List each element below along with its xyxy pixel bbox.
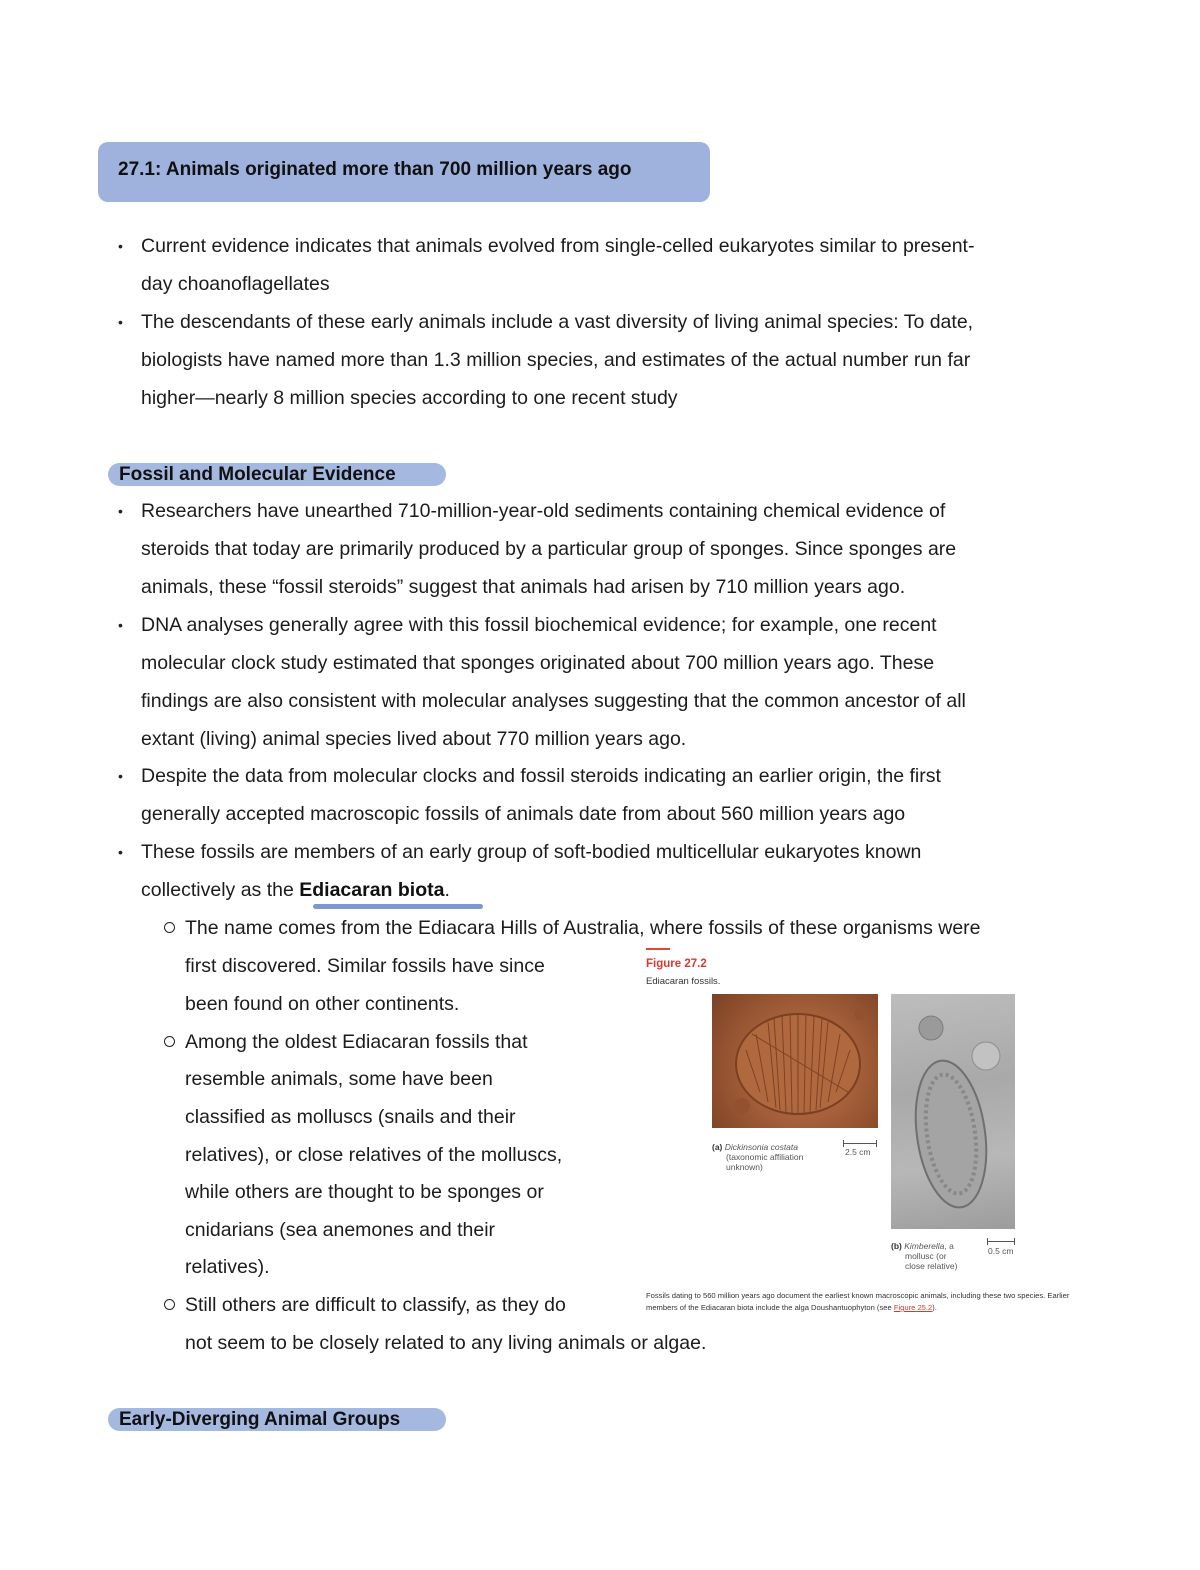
intro-bullet-2-line-1: The descendants of these early animals include a vast diversity of living animal species: To date, [141, 311, 974, 333]
s1-bullet-2-line-1: DNA analyses generally agree with this fossil biochemical evidence; for example, one recent [141, 614, 937, 636]
caption-b-note-1: , a [944, 1241, 954, 1251]
caption-a-tag: (a) [712, 1142, 723, 1152]
section-heading-text: Early-Diverging Animal Groups [119, 1409, 401, 1430]
figure-caption-line-2-suffix: ). [932, 1303, 937, 1312]
sub-bullet-1-line-3: been found on other continents. [185, 993, 460, 1015]
caption-a-note-2: unknown) [726, 1162, 763, 1172]
intro-bullet-1-line-1: Current evidence indicates that animals evolved from single-celled eukaryotes similar to present- [141, 235, 975, 257]
s1-bullet-4-suffix: . [444, 879, 450, 901]
figure-label: Figure 27.2 [646, 958, 707, 970]
term-ediacaran-biota: Ediacaran biota [299, 879, 445, 901]
s1-bullet-2-line-4: extant (living) animal species lived about 770 million years ago. [141, 728, 687, 750]
caption-a [712, 1142, 803, 1172]
s1-bullet-3-line-1: Despite the data from molecular clocks and fossil steroids indicating an earlier origin, the first [141, 765, 941, 787]
sub-bullet-2-line-6: cnidarians (sea anemones and their [185, 1219, 496, 1241]
s1-bullet-1-line-2: steroids that today are primarily produced by a particular group of sponges. Since sponges are [141, 538, 957, 560]
page-title: 27.1: Animals originated more than 700 million years ago [118, 159, 632, 180]
section-heading-fossil [108, 463, 446, 486]
caption-b-note-2: mollusc (or [905, 1251, 947, 1261]
sub-bullet-2-line-1: Among the oldest Ediacaran fossils that [185, 1031, 528, 1053]
sub-bullet-2-line-3: classified as molluscs (snails and their [185, 1106, 516, 1128]
circle-bullet-icon [164, 922, 175, 933]
intro-bullet-1-line-2: day choanoflagellates [141, 273, 330, 295]
caption-b [891, 1241, 957, 1271]
bullet-icon: • [118, 503, 123, 519]
bullet-icon: • [118, 617, 123, 633]
sub-bullet-2-line-5: while others are thought to be sponges or [185, 1181, 544, 1203]
bullet-icon: • [118, 238, 123, 254]
caption-b-tag: (b) [891, 1241, 902, 1251]
figure-accent-line [646, 948, 670, 950]
caption-b-name: Kimberella [904, 1241, 945, 1251]
scale-label-a: 2.5 cm [845, 1147, 871, 1157]
dickinsonia-fossil-image [712, 994, 878, 1128]
sub-bullet-2-line-4: relatives), or close relatives of the molluscs, [185, 1144, 563, 1166]
circle-bullet-icon [164, 1036, 175, 1047]
sub-bullet-1-line-2: first discovered. Similar fossils have since [185, 955, 545, 977]
s1-bullet-2-line-2: molecular clock study estimated that sponges originated about 700 million years ago. These [141, 652, 935, 674]
caption-b-note-3: close relative) [905, 1261, 958, 1271]
section-heading-early-diverging [108, 1408, 446, 1431]
caption-a-name: Dickinsonia costata [724, 1142, 798, 1152]
figure-27-2 [646, 948, 1086, 1328]
s1-bullet-2-line-3: findings are also consistent with molecular analyses suggesting that the common ancestor of all [141, 690, 966, 712]
figure-reference-link[interactable]: Figure 25.2 [893, 1303, 933, 1312]
circle-bullet-icon [164, 1299, 175, 1310]
kimberella-drawing [891, 994, 1015, 1229]
s1-bullet-4-line-1: These fossils are members of an early group of soft-bodied multicellular eukaryotes known [141, 841, 922, 863]
bullet-icon: • [118, 314, 123, 330]
figure-caption-line-1: Fossils dating to 560 million years ago document the earliest known macroscopic animals, including these two species. Earlier [646, 1291, 1070, 1300]
section-title-box [98, 142, 710, 202]
dickinsonia-drawing [712, 994, 878, 1128]
scale-label-b: 0.5 cm [988, 1246, 1014, 1256]
kimberella-fossil-image [891, 994, 1015, 1229]
intro-bullet-2-line-2: biologists have named more than 1.3 million species, and estimates of the actual number run far [141, 349, 971, 371]
sub-bullet-1-line-1: The name comes from the Ediacara Hills of Australia, where fossils of these organisms were [185, 917, 981, 939]
bullet-icon: • [118, 768, 123, 784]
intro-bullet-2-line-3: higher—nearly 8 million species according to one recent study [141, 387, 678, 409]
sub-bullet-3-line-2: not seem to be closely related to any living animals or algae. [185, 1332, 707, 1354]
caption-a-note-1: (taxonomic affiliation [726, 1152, 804, 1162]
s1-bullet-3-line-2: generally accepted macroscopic fossils of animals date from about 560 million years ago [141, 803, 906, 825]
s1-bullet-1-line-1: Researchers have unearthed 710-million-year-old sediments containing chemical evidence of [141, 500, 946, 522]
figure-subtitle: Ediacaran fossils. [646, 976, 721, 987]
sub-bullet-2-line-7: relatives). [185, 1256, 270, 1278]
scale-bar-b [987, 1241, 1015, 1242]
scale-bar-a [843, 1143, 877, 1144]
section-heading-text: Fossil and Molecular Evidence [119, 464, 396, 485]
sub-bullet-2-line-2: resemble animals, some have been [185, 1068, 493, 1090]
sub-bullet-3-line-1: Still others are difficult to classify, as they do [185, 1294, 566, 1316]
bullet-icon: • [118, 844, 123, 860]
figure-caption-line-2-prefix: members of the Ediacaran biota include the alga Doushantuophyton (see [646, 1303, 894, 1312]
s1-bullet-1-line-3: animals, these “fossil steroids” suggest that animals had arisen by 710 million years ago. [141, 576, 906, 598]
figure-caption [646, 1290, 1086, 1314]
s1-bullet-4-prefix: collectively as the [141, 879, 300, 901]
